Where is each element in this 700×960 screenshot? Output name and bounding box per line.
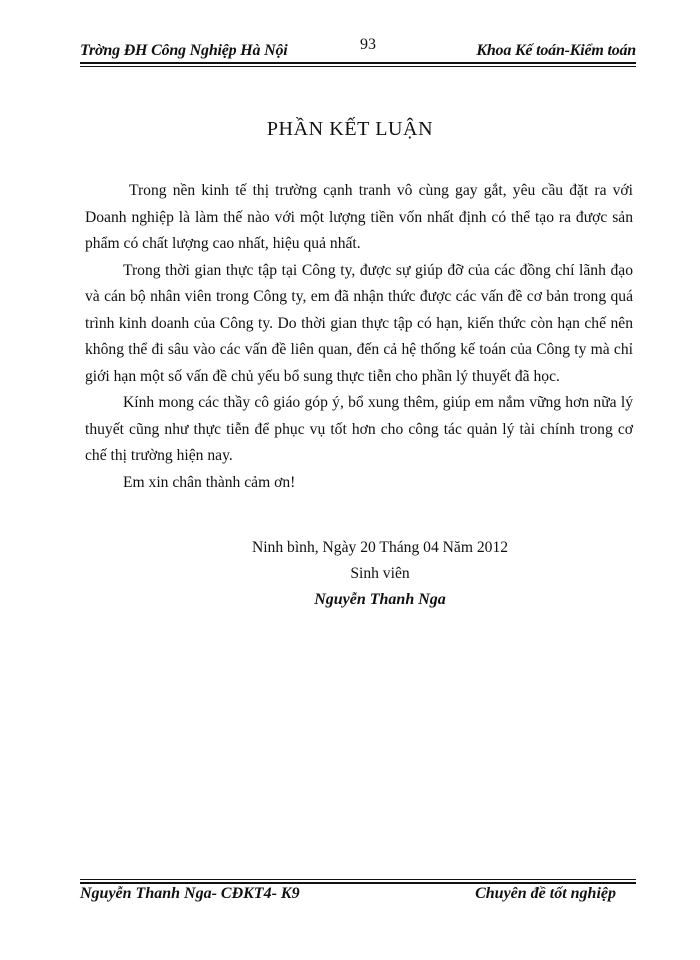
header-school-name: Trờng ĐH Công Nghiệp Hà Nội (80, 42, 288, 59)
header-rule-thick (80, 62, 636, 64)
header-rule-thin (80, 66, 636, 67)
page-number: 93 (360, 36, 376, 53)
paragraph-2: Trong thời gian thực tập tại Công ty, được sự giúp đỡ của các đồng chí lãnh đạo và cán bộ nhân viên trong Công ty, em đã nhận thức được các vấn đề cơ bản trong quá trình kinh doanh của Công ty. Do thời gian thực tập có hạn, kiến thức còn hạn chế nên không thể đi sâu vào các vấn đề liên quan, đến cả hệ thống kế toán của Công ty mà chỉ giới hạn một số vấn đề chủ yếu bổ sung thực tiễn cho phần lý thuyết đã học. (85, 261, 633, 385)
paragraph-3: Kính mong các thầy cô giáo góp ý, bổ xung thêm, giúp em nắm vững hơn nữa lý thuyết cũng như thực tiễn để phục vụ tốt hơn cho công tác quản lý tài chính trong cơ chế thị trường hiện nay. (85, 394, 633, 464)
signature-date: Ninh bình, Ngày 20 Tháng 04 Năm 2012 (251, 539, 509, 556)
page-footer (80, 885, 636, 909)
footer-author: Nguyễn Thanh Nga- CĐKT4- K9 (80, 885, 300, 902)
footer-rule-thick (80, 882, 636, 884)
paragraph-1: Trong nền kinh tế thị trường cạnh tranh vô cùng gay gắt, yêu cầu đặt ra với Doanh nghiệp là làm thế nào với một lượng tiền vốn nhất định có thể tạo ra được sản phẩm có chất lượng cao nhất, hiệu quả nhất. (85, 182, 633, 252)
header-department: Khoa Kế toán-Kiểm toán (476, 42, 636, 59)
footer-document-type: Chuyên đề tốt nghiệp (475, 885, 616, 902)
page-title: PHẦN KẾT LUẬN (266, 118, 434, 140)
signature-role: Sinh viên (350, 565, 410, 582)
thanks-line: Em xin chân thành cảm ơn! (123, 473, 296, 491)
conclusion-body (85, 178, 633, 496)
page-header (80, 36, 636, 64)
footer-rule-thin (80, 879, 636, 880)
signature-name: Nguyễn Thanh Nga (314, 591, 446, 608)
